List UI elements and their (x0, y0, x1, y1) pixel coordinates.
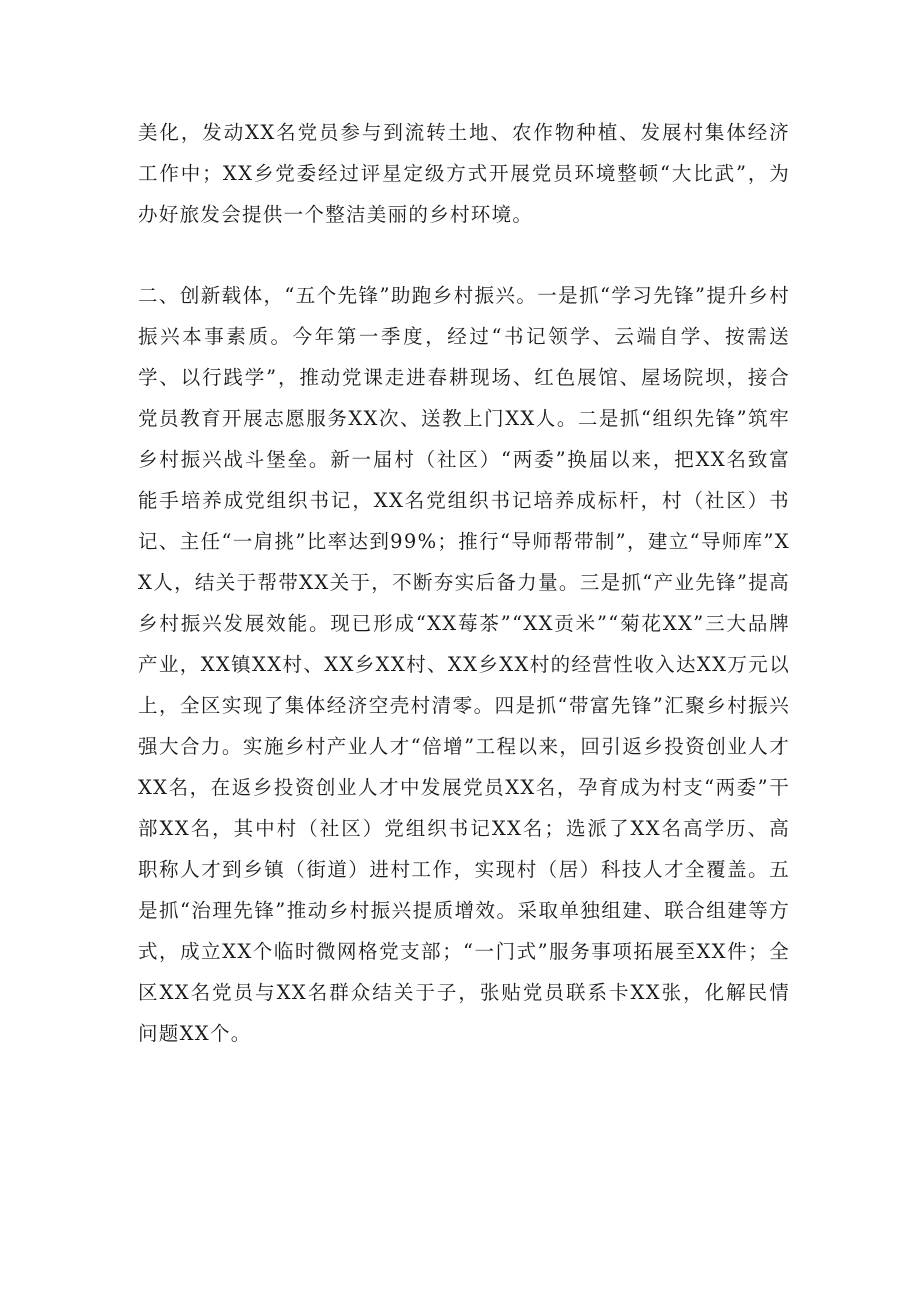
paragraph-1: 美化，发动XX名党员参与到流转土地、农作物种植、发展村集体经济工作中；XX乡党委经过评星定级方式开展党员环境整顿“大比武”，为办好旅发会提供一个整洁美丽的乡村环境。 (138, 121, 790, 226)
paragraph-2: 二、创新载体，“五个先锋”助跑乡村振兴。一是抓“学习先锋”提升乡村振兴本事素质。今年第一季度，经过“书记领学、云端自学、按需送学、以行践学”，推动党课走进春耕现场、红色展馆、屋场院坝，接合党员教育开展志愿服务XX次、送教上门XX人。二是抓“组织先锋”筑牢乡村振兴战斗堡垒。新一届村（社区）“两委”换届以来，把XX名致富能手培养成党组织书记，XX名党组织书记培养成标杆，村（社区）书记、主任“一肩挑”比率达到99%；推行“导师帮带制”，建立“导师库”XX人，结关于帮带XX关于，不断夯实后备力量。三是抓“产业先锋”提高乡村振兴发展效能。现已形成“XX莓茶”“XX贡米”“菊花XX”三大品牌产业，XX镇XX村、XX乡XX村、XX乡XX村的经营性收入达XX万元以上，全区实现了集体经济空壳村清零。四是抓“带富先锋”汇聚乡村振兴强大合力。实施乡村产业人才“倍增”工程以来，回引返乡投资创业人才XX名，在返乡投资创业人才中发展党员XX名，孕育成为村支“两委”干部XX名，其中村（社区）党组织书记XX名；选派了XX名高学历、高职称人才到乡镇（街道）进村工作，实现村（居）科技人才全覆盖。五是抓“治理先锋”推动乡村振兴提质增效。采取单独组建、联合组建等方式，成立XX个临时微网格党支部；“一门式”服务事项拓展至XX件；全区XX名党员与XX名群众结关于子，张贴党员联系卡XX张，化解民情问题XX个。 (138, 284, 790, 1045)
